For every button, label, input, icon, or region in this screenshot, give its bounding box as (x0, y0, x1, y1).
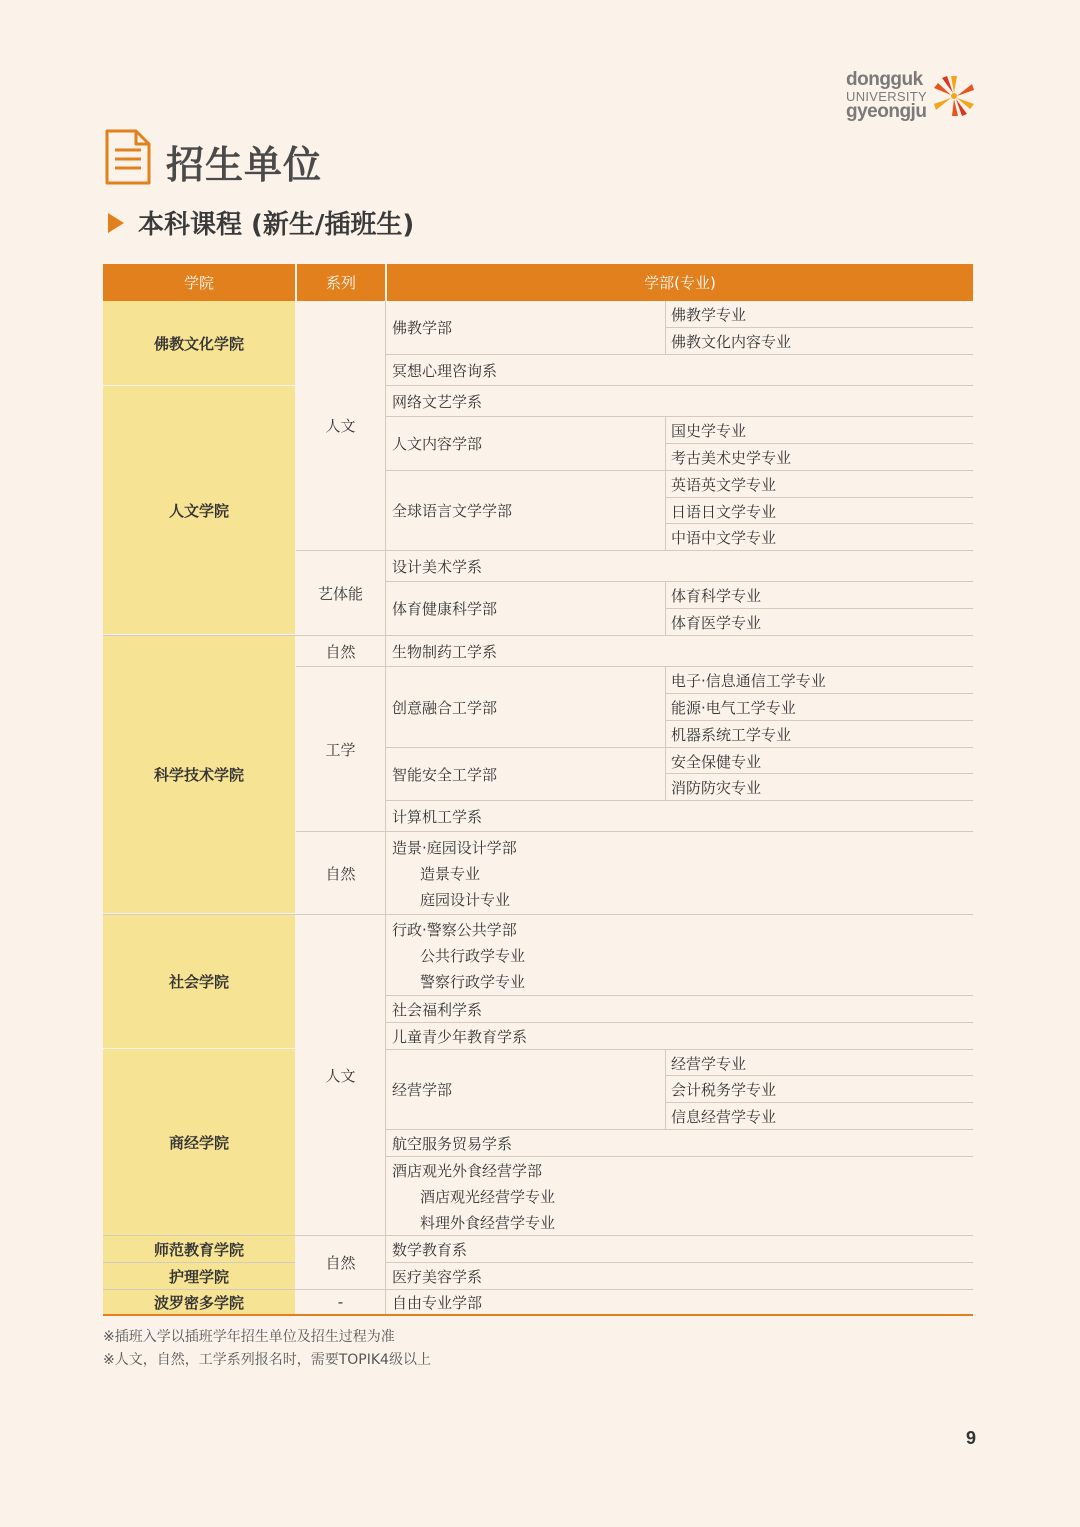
divider-major (665, 417, 666, 550)
major-buddhist-1: 佛教学专业 (671, 305, 747, 324)
row-divider (666, 1102, 973, 1103)
college-science: 科学技术学院 (103, 635, 295, 913)
series-natural-2: 自然 (325, 864, 356, 883)
row-divider (103, 1262, 295, 1263)
row-divider (386, 1156, 973, 1157)
divider-series-right (385, 301, 386, 1314)
dept-hotel-major-1: 酒店观光经营学专业 (420, 1187, 556, 1206)
row-divider (386, 1022, 973, 1023)
row-divider (666, 1075, 973, 1076)
row-divider (666, 720, 973, 721)
dept-creative: 创意融合工学部 (392, 698, 498, 717)
dept-landscape-major-2: 庭园设计专业 (420, 890, 511, 909)
table-bottom-rule (103, 1314, 973, 1316)
row-divider (386, 747, 973, 748)
row-divider (296, 550, 973, 551)
page-number: 9 (966, 1428, 977, 1448)
row-divider (386, 416, 973, 417)
dept-police-major-1: 公共行政学专业 (420, 946, 526, 965)
row-divider (103, 635, 973, 636)
row-divider (386, 470, 973, 471)
row-divider (666, 497, 973, 498)
row-divider (666, 608, 973, 609)
dept-police-major-2: 警察行政学专业 (420, 972, 526, 991)
row-divider (666, 523, 973, 524)
dept-welfare: 社会福利学系 (392, 1000, 483, 1019)
row-divider (386, 385, 973, 386)
dept-design: 设计美术学系 (392, 557, 483, 576)
logo-line1: dongguk (846, 69, 923, 90)
row-divider (386, 581, 973, 582)
series-natural-3: 自然 (325, 1254, 356, 1272)
row-divider (666, 773, 973, 774)
dept-math: 数学教育系 (392, 1240, 468, 1259)
row-divider (386, 800, 973, 801)
major-cr-1: 电子·信息通信工学专业 (671, 671, 826, 690)
major-mg-1: 经营学专业 (671, 1054, 747, 1073)
document-icon (104, 128, 152, 186)
row-divider (386, 1129, 973, 1130)
admission-table (103, 264, 973, 1316)
row-divider (386, 1049, 973, 1050)
dept-management: 经营学部 (392, 1081, 453, 1099)
row-divider (666, 443, 973, 444)
college-social: 社会学院 (103, 914, 295, 1048)
dept-aviation: 航空服务贸易学系 (392, 1134, 513, 1153)
series-natural: 自然 (325, 642, 356, 661)
dept-humancontent: 人文内容学部 (392, 435, 483, 453)
dept-free: 自由专业学部 (392, 1293, 483, 1312)
major-gl-1: 英语英文学专业 (671, 475, 777, 494)
logo-line3: gyeongju (846, 101, 927, 122)
row-divider (386, 354, 973, 355)
row-divider (666, 693, 973, 694)
dept-biopharma: 生物制药工学系 (392, 642, 498, 661)
series-humanities-2: 人文 (325, 1066, 356, 1085)
dept-meditation: 冥想心理咨询系 (392, 361, 498, 380)
dept-globallang: 全球语言文学学部 (392, 502, 513, 520)
major-hc-1: 国史学专业 (671, 421, 747, 440)
header-college: 学院 (103, 264, 295, 301)
series-humanities: 人文 (325, 417, 356, 435)
major-mg-2: 会计税务学专业 (671, 1080, 777, 1099)
row-divider (296, 831, 973, 832)
series-dash: - (337, 1293, 344, 1311)
row-divider (386, 1262, 973, 1263)
major-ss-2: 消防防灾专业 (671, 778, 762, 797)
logo-wordmark (846, 70, 927, 121)
dept-smartsafety: 智能安全工学部 (392, 765, 498, 784)
college-humanities: 人文学院 (103, 386, 295, 634)
major-sp-1: 体育科学专业 (671, 586, 762, 605)
section-subtitle (108, 204, 414, 241)
divider-major (665, 1050, 666, 1129)
dept-youth: 儿童青少年教育学系 (392, 1027, 528, 1046)
dept-webliterature: 网络文艺学系 (392, 392, 483, 411)
series-arts: 艺体能 (317, 584, 363, 603)
major-cr-2: 能源·电气工学专业 (671, 698, 796, 717)
college-nursing: 护理学院 (103, 1263, 295, 1289)
series-engineering: 工学 (325, 740, 356, 759)
row-divider (103, 914, 973, 915)
major-hc-2: 考古美术史学专业 (671, 448, 792, 467)
major-buddhist-2: 佛教文化内容专业 (671, 332, 792, 351)
major-gl-2: 日语日文学专业 (671, 502, 777, 521)
college-business: 商经学院 (103, 1049, 295, 1235)
dept-hotel-major-2: 料理外食经营学专业 (420, 1213, 556, 1232)
college-buddhism: 佛教文化学院 (103, 301, 295, 385)
logo-flower-icon (930, 72, 978, 120)
major-cr-3: 机器系统工学专业 (671, 725, 792, 744)
dept-computer: 计算机工学系 (392, 807, 483, 826)
triangle-bullet-icon (108, 213, 124, 233)
row-divider (103, 1289, 973, 1290)
dept-buddhist: 佛教学部 (392, 319, 453, 337)
major-gl-3: 中语中文学专业 (671, 528, 777, 547)
college-paramita: 波罗密多学院 (103, 1290, 295, 1314)
dept-hotel: 酒店观光外食经营学部 (392, 1161, 543, 1180)
page-title: 招生单位 (166, 143, 323, 187)
dept-beauty: 医疗美容学系 (392, 1267, 483, 1286)
dept-sports: 体育健康科学部 (392, 600, 498, 618)
row-divider (386, 995, 973, 996)
footnote-2: ※人文，自然，工学系列报名时，需要TOPIK4级以上 (103, 1352, 431, 1368)
college-education: 师范教育学院 (103, 1236, 295, 1262)
row-divider (296, 666, 973, 667)
dept-landscape-major-1: 造景专业 (420, 864, 481, 883)
major-ss-1: 安全保健专业 (671, 752, 762, 771)
major-mg-3: 信息经营学专业 (671, 1107, 777, 1126)
dept-landscape: 造景·庭园设计学部 (392, 838, 517, 857)
dept-police: 行政·警察公共学部 (392, 920, 517, 939)
subtitle-text: 本科课程 (新生/插班生) (138, 210, 415, 240)
divider-major (665, 667, 666, 800)
major-sp-2: 体育医学专业 (671, 613, 762, 632)
row-divider (103, 1235, 973, 1236)
header-dept: 学部(专业) (387, 264, 973, 301)
logo-line2: UNIVERSITY (846, 89, 928, 104)
header-series: 系列 (297, 264, 385, 301)
footnote-1: ※插班入学以插班学年招生单位及招生过程为准 (103, 1329, 395, 1345)
row-divider (666, 327, 973, 328)
university-logo (846, 70, 976, 122)
